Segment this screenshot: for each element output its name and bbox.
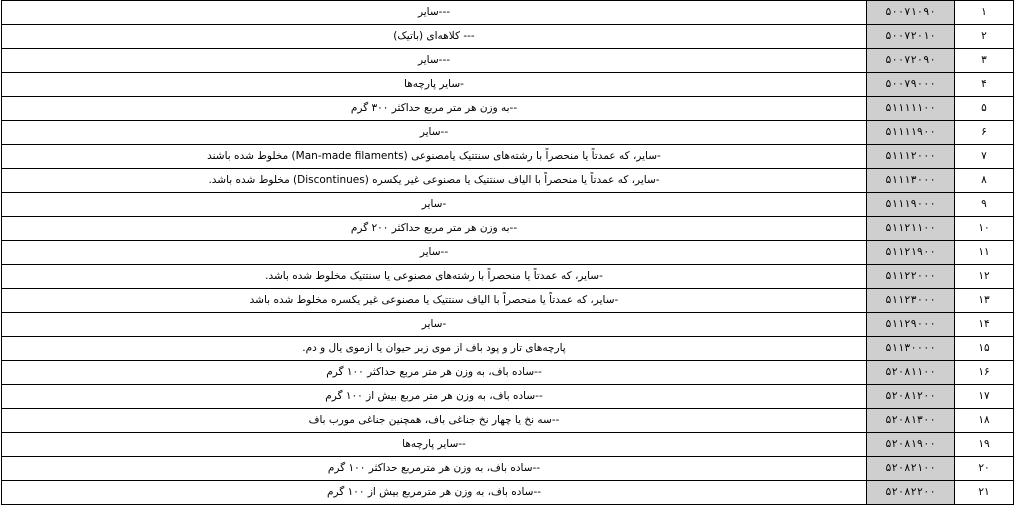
row-number-cell[interactable]: ۱۵ (955, 337, 1014, 361)
description-cell[interactable]: --سایر (2, 241, 867, 265)
tariff-code-cell[interactable]: ۵۲۰۸۲۲۰۰ (867, 481, 955, 505)
tariff-code-cell[interactable]: ۵۱۱۲۹۰۰۰ (867, 313, 955, 337)
table-row (2, 145, 1014, 169)
description-cell[interactable]: --ساده باف، به وزن هر متر مربع بیش از ۱۰۰ گرم (2, 385, 867, 409)
description-cell[interactable]: -سایر (2, 313, 867, 337)
row-number-cell[interactable]: ۱ (955, 1, 1014, 25)
row-number-cell[interactable]: ۹ (955, 193, 1014, 217)
row-number-cell[interactable]: ۱۹ (955, 433, 1014, 457)
row-number-cell[interactable]: ۸ (955, 169, 1014, 193)
table-row (2, 73, 1014, 97)
row-number-cell[interactable]: ۲۰ (955, 457, 1014, 481)
tariff-code-cell[interactable]: ۵۲۰۸۲۱۰۰ (867, 457, 955, 481)
tariff-code-cell[interactable]: ۵۱۱۱۲۰۰۰ (867, 145, 955, 169)
table-row (2, 457, 1014, 481)
description-cell[interactable]: --به وزن هر متر مربع حداکثر ۲۰۰ گرم (2, 217, 867, 241)
row-number-cell[interactable]: ۲ (955, 25, 1014, 49)
tariff-table-body (2, 1, 1014, 505)
table-row (2, 433, 1014, 457)
tariff-code-cell[interactable]: ۵۱۱۲۳۰۰۰ (867, 289, 955, 313)
table-row (2, 97, 1014, 121)
description-cell[interactable]: -سایر، که عمدتاً یا منحصراً با رشته‌های مصنوعی یا سنتتیک مخلوط شده باشد. (2, 265, 867, 289)
table-row (2, 169, 1014, 193)
table-row (2, 121, 1014, 145)
table-row (2, 1, 1014, 25)
table-row (2, 217, 1014, 241)
row-number-cell[interactable]: ۱۶ (955, 361, 1014, 385)
table-row (2, 361, 1014, 385)
table-row (2, 385, 1014, 409)
table-row (2, 289, 1014, 313)
tariff-code-cell[interactable]: ۵۱۱۲۱۱۰۰ (867, 217, 955, 241)
tariff-code-cell[interactable]: ۵۲۰۸۱۳۰۰ (867, 409, 955, 433)
description-cell[interactable]: --- کلاهه‌ای (باتیک) (2, 25, 867, 49)
tariff-code-cell[interactable]: ۵۰۰۷۲۰۱۰ (867, 25, 955, 49)
description-cell[interactable]: -سایر، که عمدتاً یا منحصراً با الیاف سنتتیک یا مصنوعی غیر یکسره مخلوط شده باشد (2, 289, 867, 313)
tariff-code-cell[interactable]: ۵۱۱۱۳۰۰۰ (867, 169, 955, 193)
row-number-cell[interactable]: ۳ (955, 49, 1014, 73)
row-number-cell[interactable]: ۱۰ (955, 217, 1014, 241)
description-cell[interactable]: -سایر (2, 193, 867, 217)
description-cell[interactable]: ---سایر (2, 1, 867, 25)
tariff-code-cell[interactable]: ۵۰۰۷۲۰۹۰ (867, 49, 955, 73)
tariff-code-cell[interactable]: ۵۰۰۷۹۰۰۰ (867, 73, 955, 97)
tariff-code-cell[interactable]: ۵۱۱۳۰۰۰۰ (867, 337, 955, 361)
table-row (2, 49, 1014, 73)
row-number-cell[interactable]: ۱۴ (955, 313, 1014, 337)
tariff-code-cell[interactable]: ۵۲۰۸۱۱۰۰ (867, 361, 955, 385)
tariff-code-cell[interactable]: ۵۰۰۷۱۰۹۰ (867, 1, 955, 25)
description-cell[interactable]: --ساده باف، به وزن هر مترمربع بیش از ۱۰۰ گرم (2, 481, 867, 505)
tariff-code-cell[interactable]: ۵۱۱۱۹۰۰۰ (867, 193, 955, 217)
tariff-code-cell[interactable]: ۵۱۱۱۱۱۰۰ (867, 97, 955, 121)
description-cell[interactable]: -سایر، که عمدتاً یا منحصراً با رشته‌های سنتتیک یامصنوعی (Man-made filaments) مخلوط شده باشند (2, 145, 867, 169)
row-number-cell[interactable]: ۱۳ (955, 289, 1014, 313)
table-row (2, 481, 1014, 505)
tariff-table (1, 0, 1014, 505)
table-row (2, 409, 1014, 433)
table-row (2, 193, 1014, 217)
table-row (2, 241, 1014, 265)
row-number-cell[interactable]: ۷ (955, 145, 1014, 169)
table-row (2, 337, 1014, 361)
row-number-cell[interactable]: ۵ (955, 97, 1014, 121)
row-number-cell[interactable]: ۱۲ (955, 265, 1014, 289)
row-number-cell[interactable]: ۱۷ (955, 385, 1014, 409)
description-cell[interactable]: --ساده باف، به وزن هر مترمربع حداکثر ۱۰۰ گرم (2, 457, 867, 481)
description-cell[interactable]: -سایر، که عمدتاً یا منحصراً با الیاف سنتتیک یا مصنوعی غیر یکسره (Discontinues) مخلوط شده باشد. (2, 169, 867, 193)
table-row (2, 313, 1014, 337)
description-cell[interactable]: پارچه‌های تار و پود باف از موی زبر حیوان یا ازموی یال و دم. (2, 337, 867, 361)
row-number-cell[interactable]: ۱۸ (955, 409, 1014, 433)
description-cell[interactable]: --سه نخ یا چهار نخ جناغی باف، همچنین جناغی مورب باف (2, 409, 867, 433)
description-cell[interactable]: --سایر پارچه‌ها (2, 433, 867, 457)
tariff-code-cell[interactable]: ۵۲۰۸۱۹۰۰ (867, 433, 955, 457)
tariff-code-cell[interactable]: ۵۲۰۸۱۲۰۰ (867, 385, 955, 409)
description-cell[interactable]: --به وزن هر متر مربع حداکثر ۳۰۰ گرم (2, 97, 867, 121)
table-row (2, 265, 1014, 289)
table-row (2, 25, 1014, 49)
tariff-code-cell[interactable]: ۵۱۱۲۲۰۰۰ (867, 265, 955, 289)
tariff-code-cell[interactable]: ۵۱۱۱۱۹۰۰ (867, 121, 955, 145)
row-number-cell[interactable]: ۲۱ (955, 481, 1014, 505)
row-number-cell[interactable]: ۶ (955, 121, 1014, 145)
description-cell[interactable]: -سایر پارچه‌ها (2, 73, 867, 97)
description-cell[interactable]: --ساده باف، به وزن هر متر مربع حداکثر ۱۰۰ گرم (2, 361, 867, 385)
description-cell[interactable]: --سایر (2, 121, 867, 145)
tariff-code-cell[interactable]: ۵۱۱۲۱۹۰۰ (867, 241, 955, 265)
description-cell[interactable]: ---سایر (2, 49, 867, 73)
row-number-cell[interactable]: ۱۱ (955, 241, 1014, 265)
row-number-cell[interactable]: ۴ (955, 73, 1014, 97)
